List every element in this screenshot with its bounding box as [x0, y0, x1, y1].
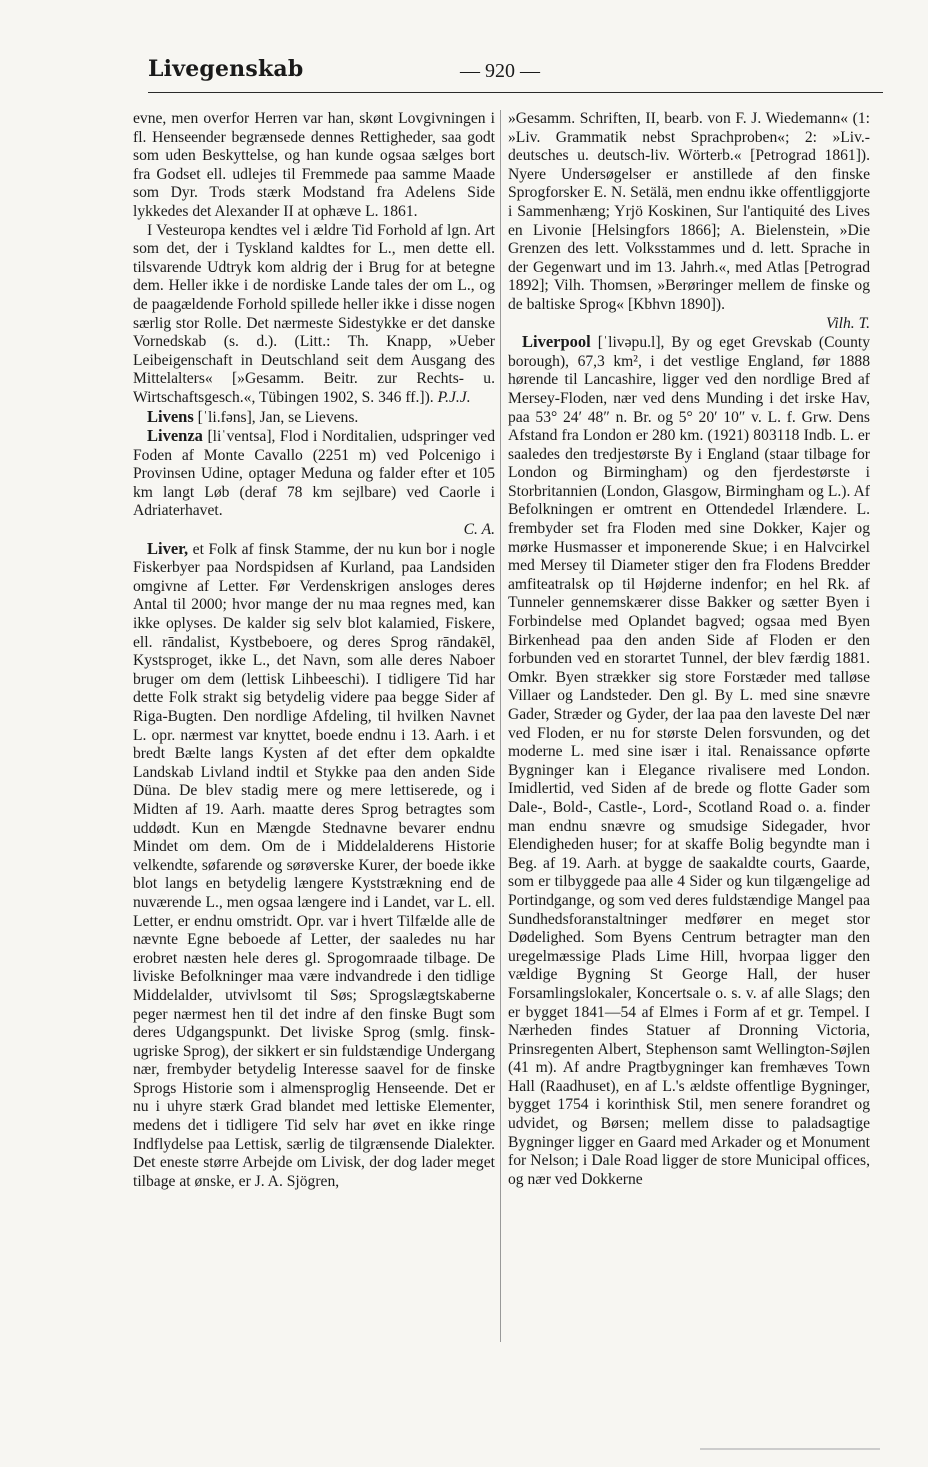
- author-signature: Vilh. T.: [825, 314, 870, 332]
- entry-livens: [133, 408, 495, 428]
- page-header: [148, 52, 883, 92]
- running-title: Livegenskab: [148, 56, 304, 82]
- entry-liver: [133, 540, 495, 1192]
- author-signature: C. A.: [463, 521, 495, 539]
- entry-text: [liˈventsa], Flod i Norditalien, udspringer ved Foden af Monte Cavallo (2251 m) ved Polcenigo i Provinsen Udine, optager Meduna og falder efter et 105 km langt Løb (deraf 78 km sejlbare) ved Caorle i Adriaterhavet.: [133, 428, 495, 520]
- header-rule: [148, 92, 883, 93]
- column-divider: [500, 110, 501, 1342]
- left-column: [133, 110, 495, 1191]
- entry-liverpool: [508, 333, 870, 1189]
- lemma-livens: Livens: [147, 406, 194, 426]
- entry-text: [ˈlivəpu.l], By og eget Grevskab (County borough), 67,3 km², i det vestlige England, før 1888 hørende til Lancashire, ligger ved den nordlige Bred af Mersey-Floden, nær ved dens Munding i det irske Hav, paa 53° 24′ 48″ n. Br. og 5° 20′ 10″ v. L. f. Grw. Dens Afstand fra London er 280 km. (1921) 803118 Indb. L. er saaledes den tredjestørste By i England (staar tilbage for London og Birmingham) og den fjerdestørste i Storbritannien (London, Glasgow, Birmingham og L.). Af Befolkningen er omtrent en Ottendedel Irlændere. L. frembyder set fra Floden med sine Dokker, Kajer og mørke Husmasser et imponerende Skue; i en Halvcirkel med Mersey til Diameter stiger den fra Flodens Bredder amfiteatralsk op til Højderne indenfor; en hel Rk. af Tunneler gennemskærer disse Bakker og sætter Byen i Forbindelse med Oplandet bagved; ogsaa med Byen Birkenhead paa den anden Side af Floden er den forbunden ved en storartet Tunnel, der blev færdig 1881. Omkr. Byen strækker sig store Forstæder med talløse Villaer og Landsteder. Den gl. By L. med sine snævre Gader, Stræder og Gyder, der laa paa den laveste Del nær ved Floden, er nu for største Delen forsvunden, og det moderne L. med sine især i ital. Renaissance opførte Bygninger kan i Elegance rivalisere med London. Imidlertid, ved Siden af de brede og flotte Gader som Dale-, Bold-, Castle-, Lord-, Scotland Road o. a. finder man endnu snævre og smudsige Sidegader, hvor Elendigheden huser; for at skaffe Bolig begyndte man i Beg. af 19. Aarh. at bygge de saakaldte courts, Gaarde, som er tilbyggede paa alle 4 Sider og kun tilgængelige ad Portindgange, og som ved deres fuldstændige Mangel paa Sundhedsforanstaltninger medfører en meget stor Dødelighed. Som Byens Centrum betragter man den uregelmæssige Plads Lime Hill, hvorpaa ligger den vældige Bygning St George Hall, der huser Forsamlingslokaler, Koncertsale o. s. v. af alle Slags; den er bygget 1841—54 af Elmes i Form af et gr. Tempel. I Nærheden findes Statuer af Dronning Victoria, Prinsregenten Albert, Stephenson samt Wellington-Søjlen (41 m). Af andre Pragtbygninger kan fremhæves Town Hall (Raadhuset), en af L.'s ældste offentlige Bygninger, bygget 1754 i korinthisk Stil, men senere forandret og udvidet, og Børsen; mellem disse to paladsagtige Bygninger ligger en Gaard med Arkader og et Monument for Nelson; i Dale Road ligger de store Municipal offices, og nær ved Dokkerne: [508, 334, 871, 1188]
- lemma-liver: Liver,: [147, 538, 189, 558]
- paragraph-text: I Vesteuropa kendtes vel i ældre Tid Forhold af lgn. Art som det, der i Tyskland kaldtes for L., men dette ell. tilsvarende Udtryk kom aldrig der i Brug for at betegne dem. Heller ikke i de nordiske Lande tales der om L., og de paagældende Forhold spillede heller ikke i disse nogen særlig stor Rolle. Det nærmeste Sidestykke er det danske Vornedskab (s. d.). (Litt.: Th. Knapp, »Ueber Leibeigenschaft in Deutschland seit dem Ausgang des Mittelalters« [»Gesamm. Beitr. zur Rechts- u. Wirtschaftsgesch.«, Tübingen 1902, S. 346 ff.]).: [133, 221, 495, 406]
- paragraph-continuation: evne, men overfor Herren var han, skønt Lovgivningen i fl. Henseender begrænsede dennes Rettigheder, saa godt som uden Beskyttelse, og han kunde ogsaa sælges bort fra Godset ell. udlejes til Fremmede paa samme Maade som Dyr. Trods stærk Modstand fra Adelens Side lykkedes det Alexander II at ophæve L. 1861.: [133, 110, 495, 220]
- bottom-smudge: [700, 1448, 880, 1450]
- lemma-livenza: Livenza: [147, 426, 203, 446]
- author-signature: P.J.J.: [437, 388, 471, 406]
- entry-text: [ˈli.fəns], Jan, se Lievens.: [197, 408, 359, 426]
- entry-livenza: [133, 427, 495, 540]
- lemma-liverpool: Liverpool: [522, 332, 591, 352]
- right-column: [508, 110, 870, 1189]
- paragraph-continuation: »Gesamm. Schriften, II, bearb. von F. J. Wiedemann« (1: »Liv. Grammatik nebst Sprachproben«; 2: »Liv.-deutsches u. deutsch-liv. Wörterb.« [Petrograd 1861]). Nyere Undersøgelser er anstillede af den finske Sprogforsker E. N. Setälä, men endnu ikke offentliggjorte i Sammenhæng; Yrjö Koskinen, Sur l'antiquité des Lives en Livonie [Helsingfors 1866]; A. Bielenstein, »Die Grenzen des lett. Volksstammes und d. lett. Sprache in der Gegenwart und im 13. Jahrh.«, med Atlas [Petrograd 1892]; Vilh. Thomsen, »Berøringer mellem de finske og de baltiske Sprog« [Kbhvn 1890]).: [508, 110, 870, 313]
- entry-text: et Folk af finsk Stamme, der nu kun bor i nogle Fiskerbyer paa Nordspidsen af Kurland, paa Landsiden omgivne af Letter. Før Verdenskrigen ansloges deres Antal til 2000; hvor mange der nu maa regnes med, kan ikke oplyses. De kalder sig selv blot kalamied, Fiskere, ell. rāndalist, Kystbeboere, og deres Sprog rāndakēl, Kystsproget, ikke L., det Navn, som alle deres Naboer bruger om dem (lettisk Lihbeeschi). I tidligere Tid har dette Folk strakt sig betydelig videre paa begge Sider af Riga-Bugten. Den nordlige Afdeling, til hvilken Navnet L. opr. nærmest var knyttet, boede endnu i 13. Aarh. i et bredt Bælte langs Kysten af det efter dem opkaldte Landskab Livland indtil et Stykke paa den anden Side Düna. De blev stadig mere og mere lettiserede, og i Midten af 19. Aarh. maatte deres Sprog betragtes som uddødt. Kun en Mængde Stednavne bevarer endnu Mindet om dem. Om de i Middelalderens Historie velkendte, søfarende og sørøverske Kurer, der boede ikke blot langs en betydelig længere Kyststrækning end de nuværende L., men ogsaa længere ind i Landet, var L. ell. Letter, er endnu omstridt. Opr. var i hvert Tilfælde alle de nævnte Egne beboede af Letter, der saaledes nu har erobret næsten hele deres gl. Sprogomraade tilbage. De liviske Befolkninger maa være indvandrede i den tidlige Middelalder, utvivlsomt til Søs; Sprogslægtskaberne peger nærmest hen til det indre af den finske Bugt som deres Udgangspunkt. Det liviske Sprog (smlg. finsk-ugriske Sprog), der sikkert er sin fuldstændige Undergang nær, frembyder betydelig Interesse saavel for de finske Sprogs Historie som i almensproglig Henseende. Det er nu i uhyre stærk Grad blandet med lettiske Elementer, medens det i tidligere Tid selv har øvet en ikke ringe Indflydelse paa Lettisk, særlig de tilgrænsende Dialekter. Det eneste større Arbejde om Livisk, der dog lader meget tilbage at ønske, er J. A. Sjögren,: [133, 540, 495, 1190]
- paragraph-vesteuropa: [133, 222, 495, 408]
- page-number: — 920 —: [460, 60, 540, 82]
